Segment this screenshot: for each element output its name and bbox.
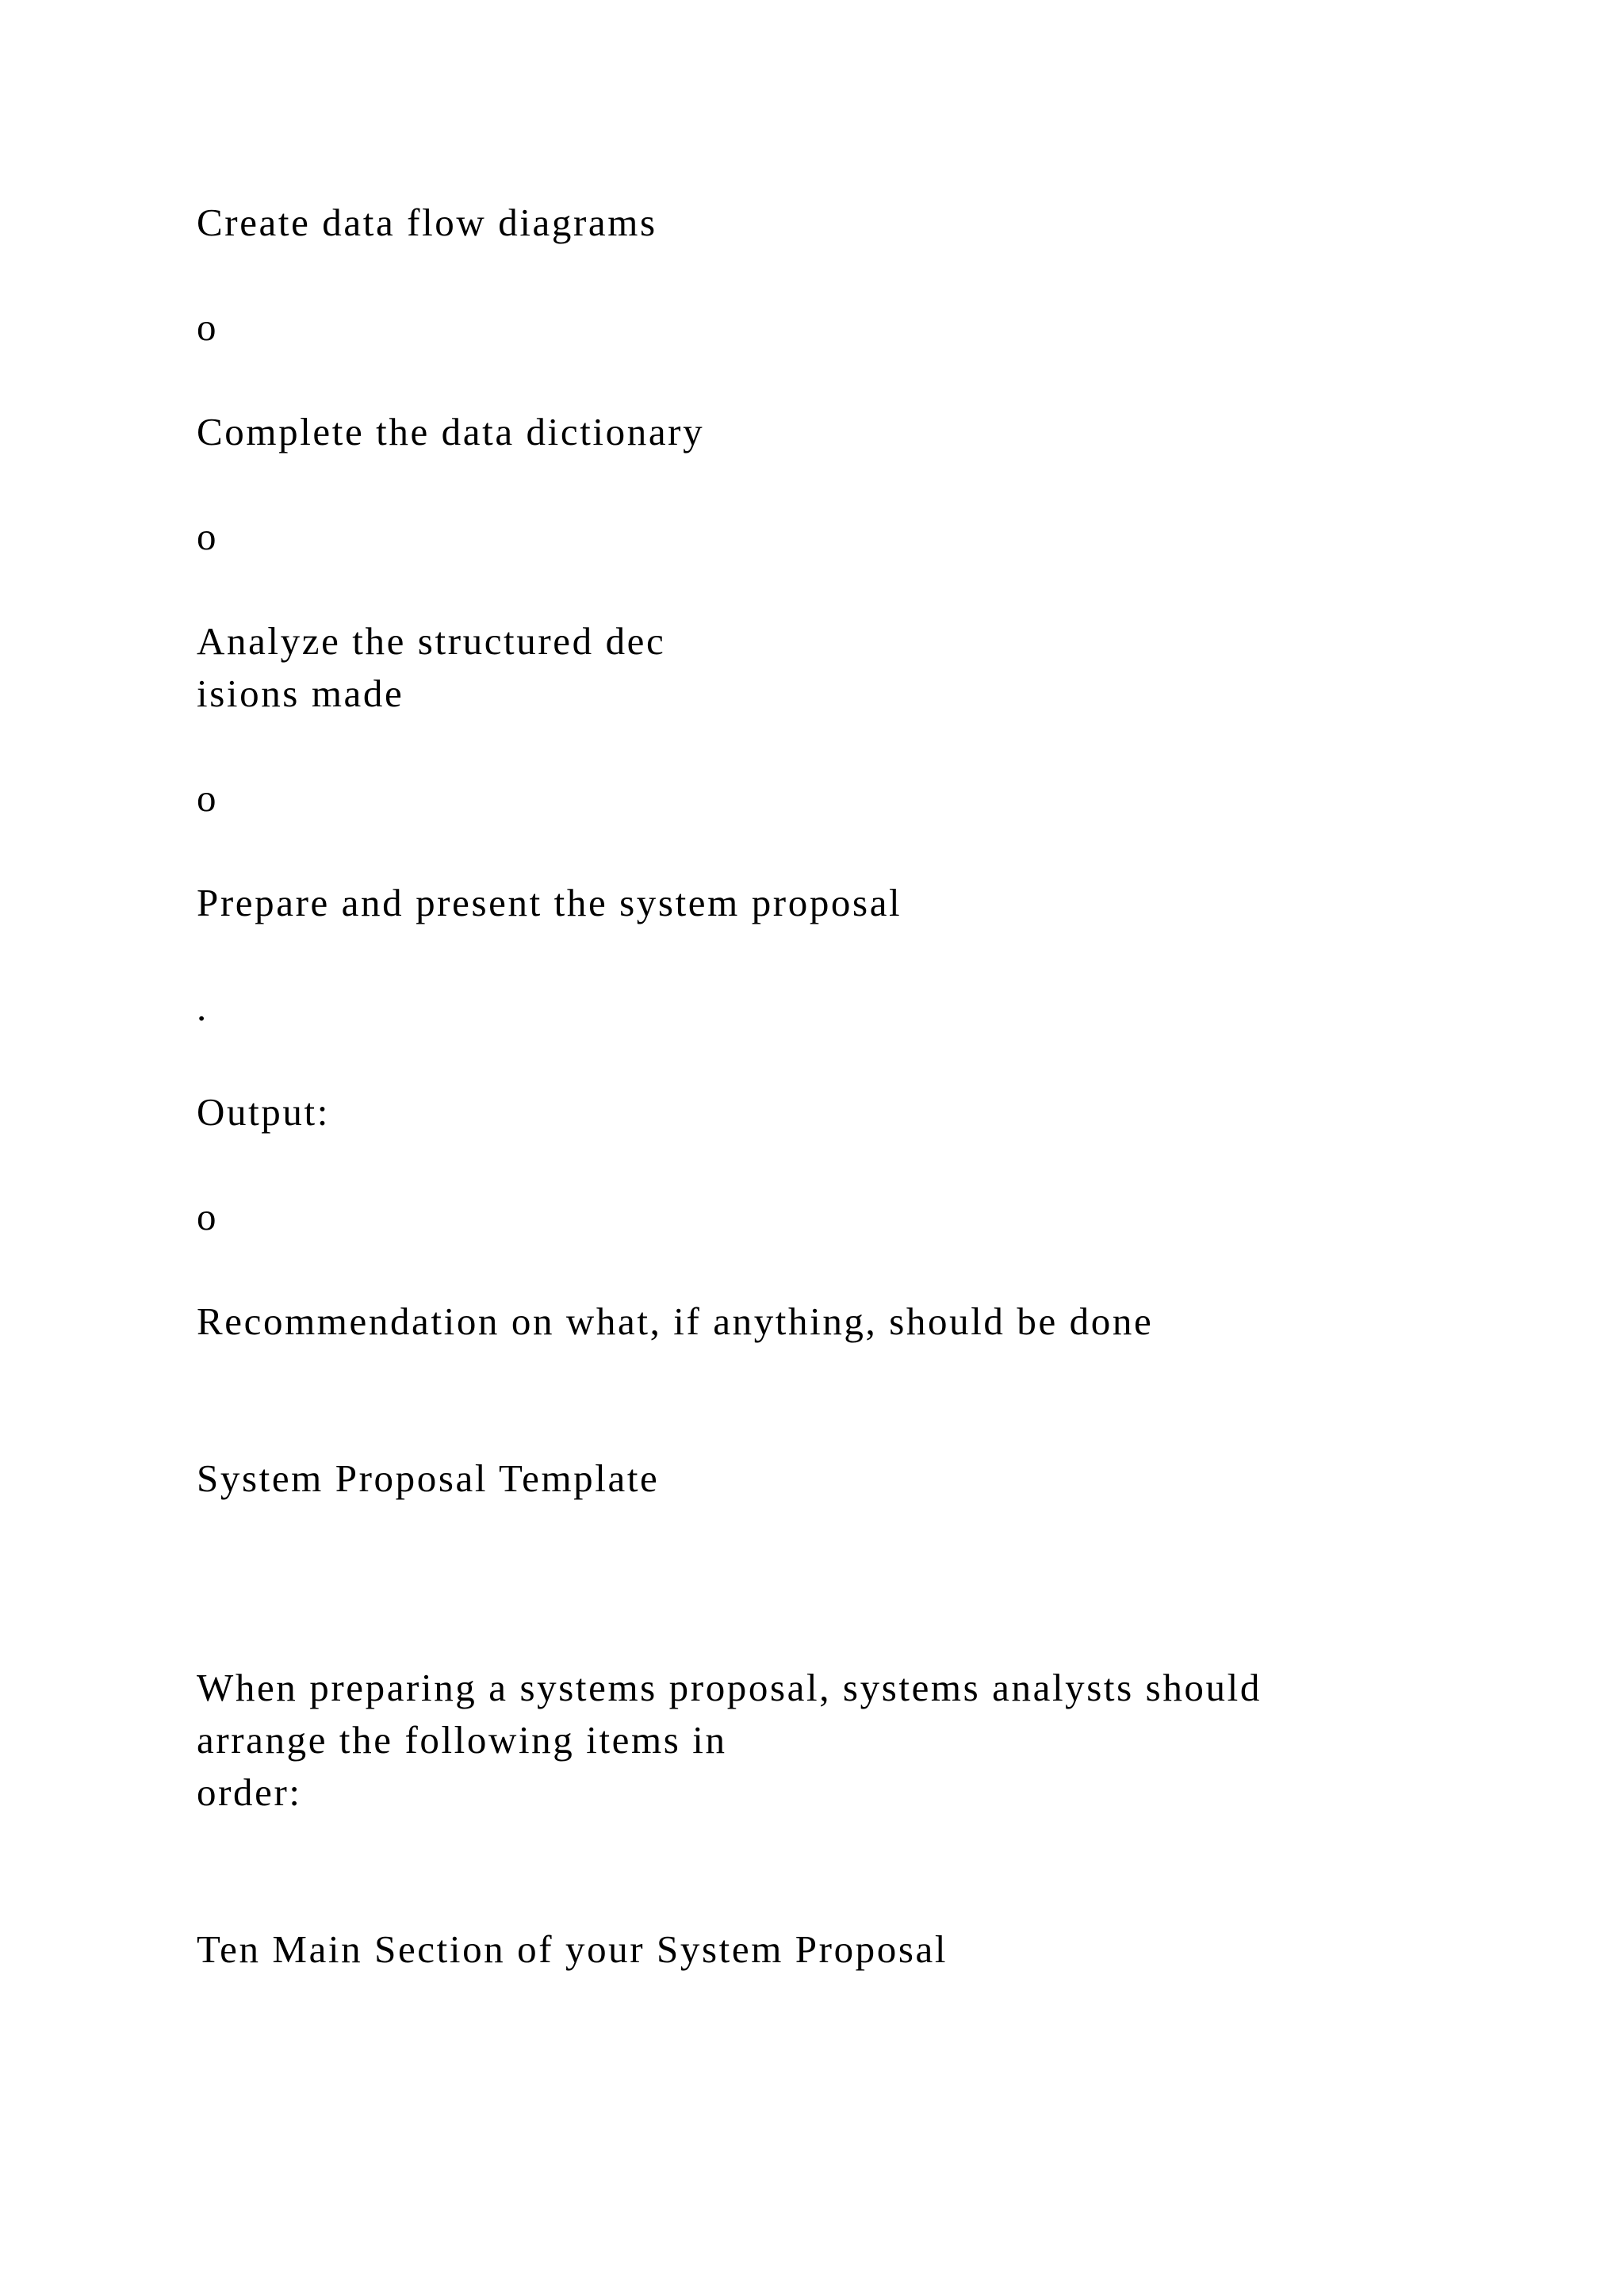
- text-line: Complete the data dictionary: [197, 410, 705, 453]
- section-heading: Ten Main Section of your System Proposal: [197, 1927, 948, 1971]
- text-line: Prepare and present the system proposal: [197, 881, 902, 924]
- bullet-marker: o: [197, 515, 219, 558]
- text-line: Analyze the structured dec: [197, 619, 666, 663]
- output-label: Output:: [197, 1090, 330, 1134]
- bullet-marker: o: [197, 1195, 219, 1238]
- text-line: Recommendation on what, if anything, should be done: [197, 1299, 1154, 1343]
- period-marker: .: [197, 985, 209, 1029]
- section-heading: System Proposal Template: [197, 1456, 660, 1500]
- text-line: isions made: [197, 672, 404, 715]
- bullet-marker: o: [197, 305, 219, 349]
- text-line: order:: [197, 1770, 302, 1814]
- bullet-marker: o: [197, 776, 219, 820]
- text-line: When preparing a systems proposal, systems analysts should: [197, 1666, 1262, 1709]
- text-line: arrange the following items in: [197, 1718, 727, 1762]
- text-line: Create data flow diagrams: [197, 201, 657, 244]
